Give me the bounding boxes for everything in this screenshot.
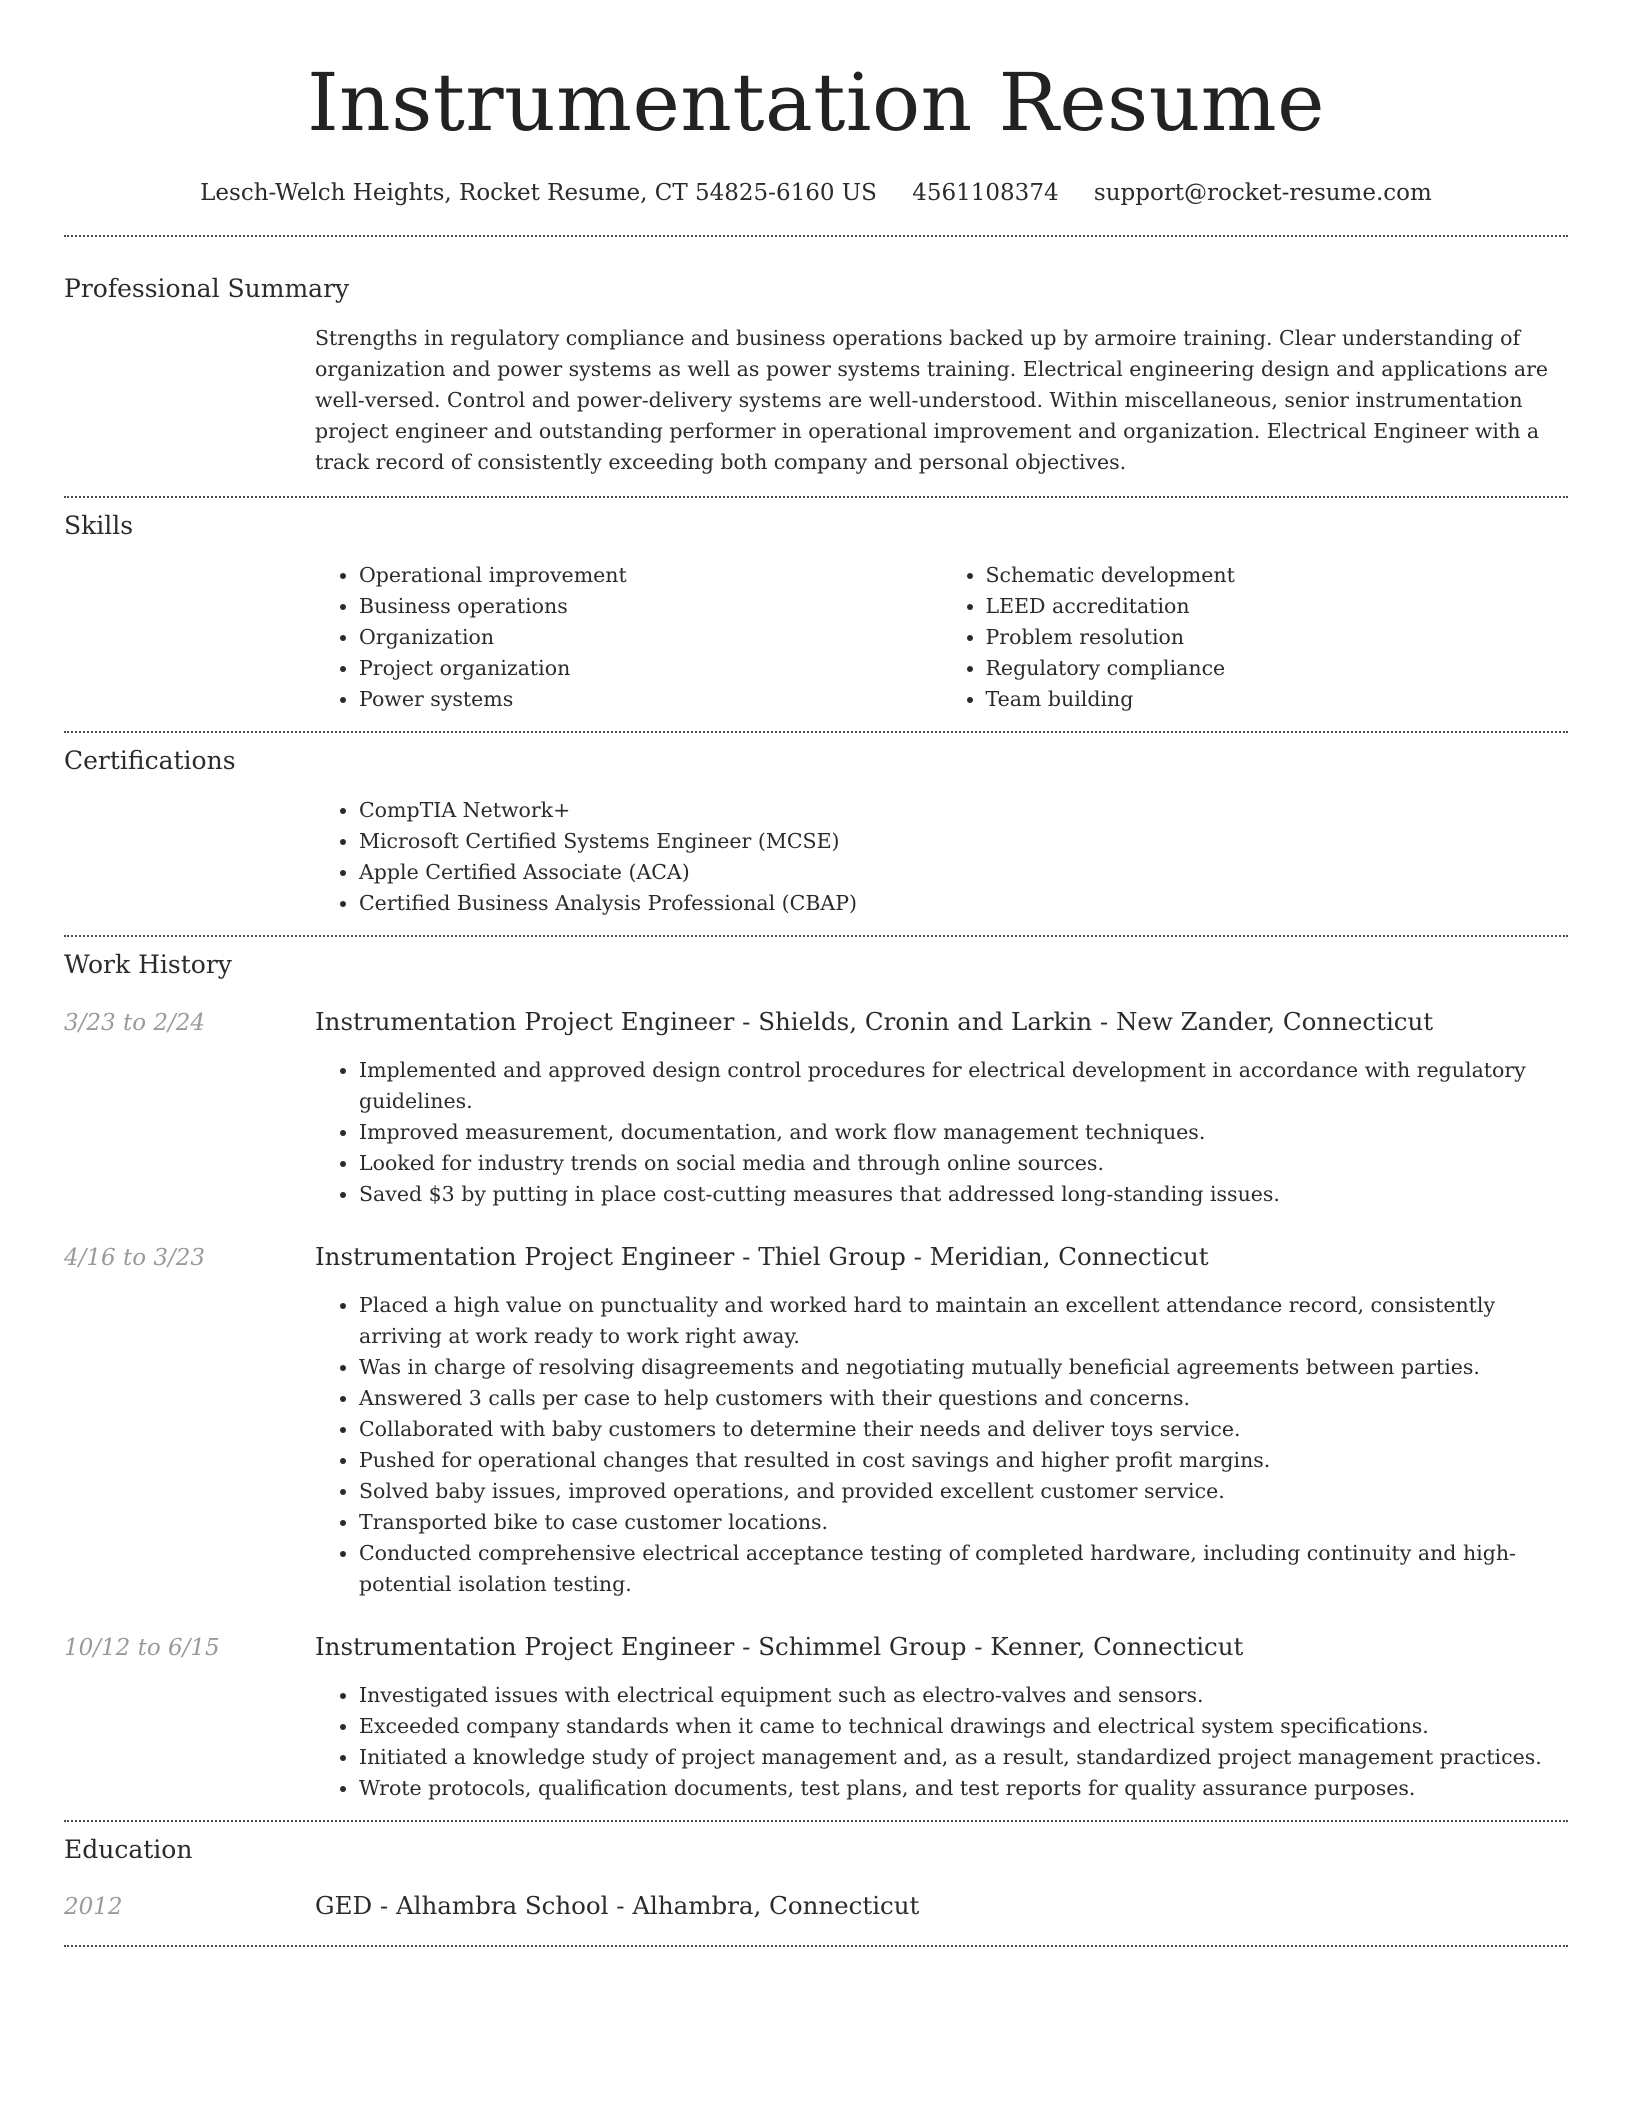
job-duty: • Wrote protocols, qualification documents, test plans, and test reports for quality assurance purposes.: [359, 1773, 1568, 1804]
job-duty: • Saved $3 by putting in place cost-cutting measures that addressed long-standing issues.: [359, 1179, 1568, 1210]
job-duty: • Initiated a knowledge study of project management and, as a result, standardized project management practices.: [359, 1742, 1568, 1773]
skills-column-right: [942, 560, 1569, 715]
skill-item: • LEED accreditation: [986, 591, 1569, 622]
divider: [64, 1820, 1568, 1822]
skills-section: [64, 510, 1568, 715]
divider: [64, 1945, 1568, 1947]
certifications-heading: Certifications: [64, 746, 236, 775]
contact-address: Lesch-Welch Heights, Rocket Resume, CT 54825-6160 US: [200, 180, 877, 206]
divider: [64, 235, 1568, 237]
job-duty: • Looked for industry trends on social media and through online sources.: [359, 1148, 1568, 1179]
education-section: [64, 1834, 1568, 1923]
skills-list: [315, 560, 1568, 715]
job-duty: • Pushed for operational changes that resulted in cost savings and higher profit margins.: [359, 1445, 1568, 1476]
job-duties: [315, 1055, 1568, 1210]
certifications-section: [64, 745, 1568, 919]
certification-item: • Apple Certified Associate (ACA): [359, 857, 1568, 888]
job-entry: [64, 1006, 1568, 1210]
work-history-heading: Work History: [64, 950, 232, 979]
contact-phone: 4561108374: [912, 180, 1059, 206]
summary-section: [64, 273, 1568, 478]
skill-item: • Power systems: [359, 684, 942, 715]
job-duty: • Investigated issues with electrical equipment such as electro-valves and sensors.: [359, 1680, 1568, 1711]
skill-item: • Team building: [986, 684, 1569, 715]
skills-heading: Skills: [64, 511, 134, 540]
job-duty: • Was in charge of resolving disagreements and negotiating mutually beneficial agreements between parties.: [359, 1352, 1568, 1383]
education-entry: [64, 1890, 1568, 1923]
job-duty: • Improved measurement, documentation, and work flow management techniques.: [359, 1117, 1568, 1148]
job-duty: • Placed a high value on punctuality and worked hard to maintain an excellent attendance record, consistently arriving at work ready to work right away.: [359, 1290, 1568, 1352]
work-history-section: [64, 949, 1568, 1804]
education-year: 2012: [64, 1894, 123, 1920]
skill-item: • Business operations: [359, 591, 942, 622]
job-duty: • Implemented and approved design control procedures for electrical development in accordance with regulatory guidelines.: [359, 1055, 1568, 1117]
certification-item: • Certified Business Analysis Professional (CBAP): [359, 888, 1568, 919]
skill-item: • Operational improvement: [359, 560, 942, 591]
job-title: Instrumentation Project Engineer - Thiel Group - Meridian, Connecticut: [315, 1242, 1209, 1271]
job-duty: • Solved baby issues, improved operations, and provided excellent customer service.: [359, 1476, 1568, 1507]
job-title: Instrumentation Project Engineer - Shields, Cronin and Larkin - New Zander, Connecticut: [315, 1007, 1434, 1036]
divider: [64, 496, 1568, 498]
education-title: GED - Alhambra School - Alhambra, Connecticut: [315, 1891, 920, 1920]
job-duty: • Transported bike to case customer locations.: [359, 1507, 1568, 1538]
divider: [64, 731, 1568, 733]
job-duty: • Collaborated with baby customers to determine their needs and deliver toys service.: [359, 1414, 1568, 1445]
certifications-list: [315, 795, 1568, 919]
divider: [64, 935, 1568, 937]
summary-text: Strengths in regulatory compliance and business operations backed up by armoire training. Clear understanding of organization and power systems as well as power systems training. Electrical engineering design and applications are well-versed. Control and power-delivery systems are well-understood. Within miscellaneous, senior instrumentation project engineer and outstanding performer in operational improvement and organization. Electrical Engineer with a track record of consistently exceeding both company and personal objectives.: [315, 326, 1549, 474]
job-title: Instrumentation Project Engineer - Schimmel Group - Kenner, Connecticut: [315, 1632, 1244, 1661]
job-duties: [315, 1680, 1568, 1804]
skill-item: • Project organization: [359, 653, 942, 684]
job-entry: [64, 1631, 1568, 1804]
resume-page: [64, 0, 1568, 1947]
resume-title: Instrumentation Resume: [307, 56, 1325, 149]
summary-heading: Professional Summary: [64, 274, 350, 303]
skill-item: • Regulatory compliance: [986, 653, 1569, 684]
skill-item: • Schematic development: [986, 560, 1569, 591]
job-duty: • Conducted comprehensive electrical acceptance testing of completed hardware, including continuity and high-potential isolation testing.: [359, 1538, 1568, 1600]
skill-item: • Problem resolution: [986, 622, 1569, 653]
job-duties: [315, 1290, 1568, 1600]
certification-item: • CompTIA Network+: [359, 795, 1568, 826]
education-heading: Education: [64, 1835, 193, 1864]
skill-item: • Organization: [359, 622, 942, 653]
job-duty: • Exceeded company standards when it came to technical drawings and electrical system specifications.: [359, 1711, 1568, 1742]
certification-item: • Microsoft Certified Systems Engineer (MCSE): [359, 826, 1568, 857]
job-duty: • Answered 3 calls per case to help customers with their questions and concerns.: [359, 1383, 1568, 1414]
contact-email: support@rocket-resume.com: [1093, 180, 1432, 206]
job-dates: 3/23 to 2/24: [64, 1010, 206, 1036]
job-dates: 10/12 to 6/15: [64, 1635, 220, 1661]
contact-info: [64, 177, 1568, 209]
job-entry: [64, 1241, 1568, 1600]
skills-column-left: [315, 560, 942, 715]
job-dates: 4/16 to 3/23: [64, 1245, 206, 1271]
